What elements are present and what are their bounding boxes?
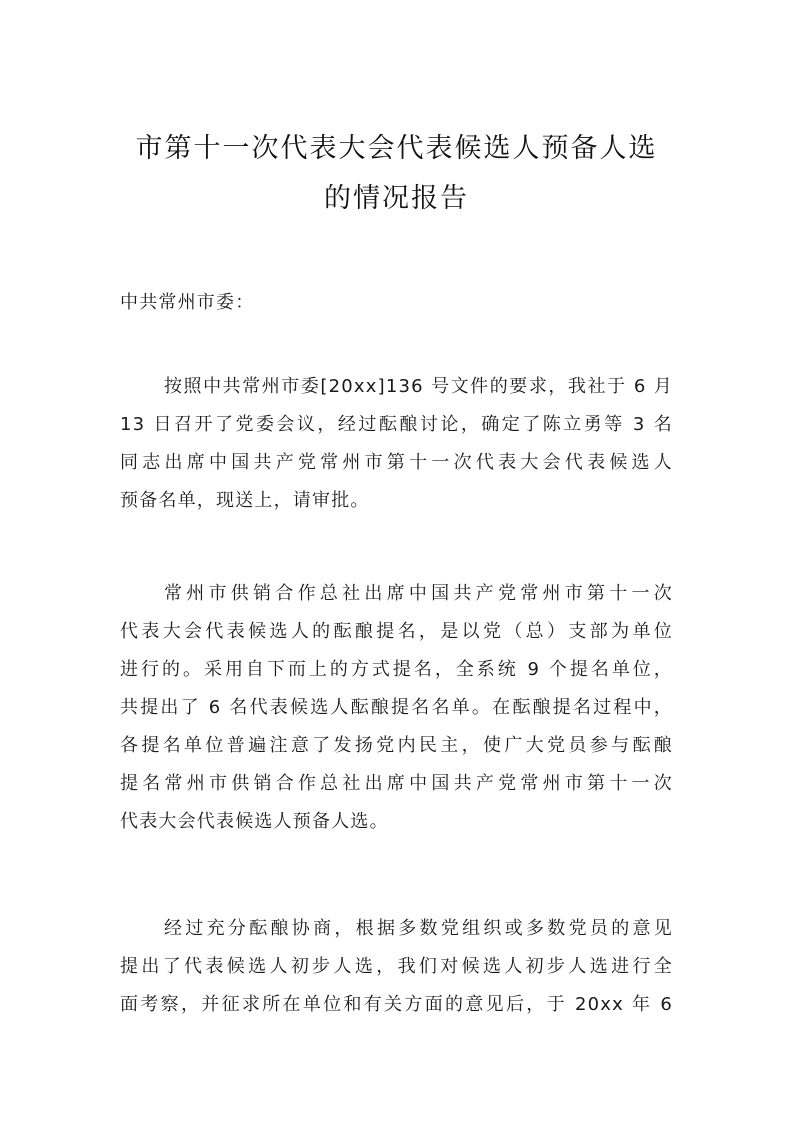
salutation: 中共常州市委： bbox=[120, 292, 255, 313]
paragraph-2-line-2: 代表大会代表候选人的酝酿提名，是以党（总）支部为单位 bbox=[120, 621, 673, 642]
paragraph-3-line-2: 提出了代表候选人初步人选，我们对候选人初步人选进行全 bbox=[120, 956, 673, 977]
paragraph-3-line-3: 面考察，并征求所在单位和有关方面的意见后，于 20xx 年 6 bbox=[120, 994, 673, 1015]
paragraph-2-line-7: 代表大会代表候选人预备人选。 bbox=[120, 811, 389, 832]
paragraph-2-line-6: 提名常州市供销合作总社出席中国共产党常州市第十一次 bbox=[120, 773, 673, 794]
paragraph-1-line-2: 13 日召开了党委会议，经过酝酿讨论，确定了陈立勇等 3 名 bbox=[120, 414, 673, 435]
paragraph-2-line-1: 常州市供销合作总社出席中国共产党常州市第十一次 bbox=[164, 583, 673, 604]
paragraph-3-line-1: 经过充分酝酿协商，根据多数党组织或多数党员的意见 bbox=[164, 918, 673, 939]
document-title-line-1: 市第十一次代表大会代表候选人预备人选 bbox=[135, 133, 658, 164]
paragraph-1-line-4: 预备名单，现送上，请审批。 bbox=[120, 490, 370, 511]
paragraph-1-line-3: 同志出席中国共产党常州市第十一次代表大会代表候选人 bbox=[120, 452, 673, 473]
paragraph-2-line-4: 共提出了 6 名代表候选人酝酿提名名单。在酝酿提名过程中， bbox=[120, 697, 673, 718]
document-title-line-2: 的情况报告 bbox=[324, 183, 469, 214]
paragraph-1-line-1: 按照中共常州市委[20xx]136 号文件的要求，我社于 6 月 bbox=[164, 376, 673, 397]
paragraph-2-line-5: 各提名单位普遍注意了发扬党内民主，使广大党员参与酝酿 bbox=[120, 735, 673, 756]
paragraph-2-line-3: 进行的。采用自下而上的方式提名，全系统 9 个提名单位， bbox=[120, 659, 673, 680]
